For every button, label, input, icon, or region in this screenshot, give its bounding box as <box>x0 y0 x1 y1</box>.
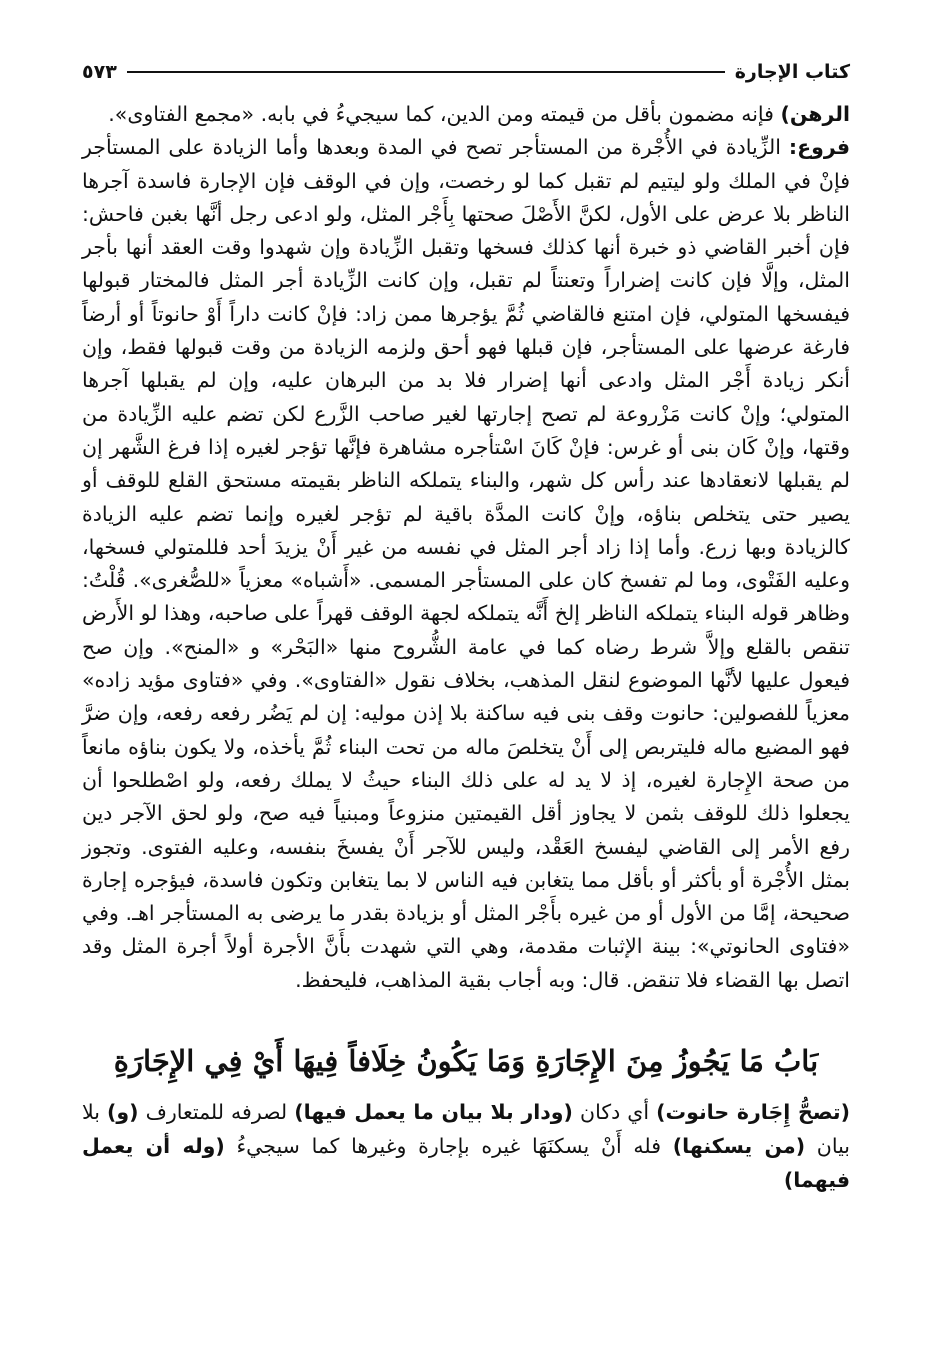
bold-term: الرهن) <box>780 102 850 126</box>
matn-segment: (ودار بلا بيان ما يعمل فيها) <box>294 1100 573 1125</box>
sharh-segment: فله أَنْ يسكنَهَا غيره بإجارة وغيرها كما سيجيءُ <box>224 1134 673 1159</box>
page-number: ٥٧٣ <box>82 61 117 83</box>
header-rule <box>127 71 725 73</box>
chapter-heading: بَابُ مَا يَجُوزُ مِنَ الإِجَارَةِ وَمَا يَكُونُ خِلَافاً فِيهَا أَيْ فِي الإِجَارَةِ <box>113 1044 819 1079</box>
matn-segment: (و) <box>107 1100 139 1125</box>
sharh-segment: لصرفه للمتعارف <box>138 1100 295 1125</box>
matn-segment: (تصحُّ إِجَارة حانوت) <box>656 1100 850 1125</box>
commentary-text <box>82 98 850 997</box>
running-title: كتاب الإجارة <box>734 61 850 83</box>
matn-segment: (وله أن يعمل فيهما) <box>82 1134 850 1193</box>
chapter-opening-text <box>82 1095 850 1197</box>
chapter-opening-paragraph <box>82 1095 850 1197</box>
furu-lead: فروع: <box>788 135 850 160</box>
paragraph-text: فإنه مضمون بأقل من قيمته ومن الدين، كما سيجيءُ في بابه. «مجمع الفتاوى». <box>108 102 781 126</box>
sharh-segment: بلا بيان <box>82 1100 850 1159</box>
book-page <box>82 52 850 1197</box>
paragraph-furu <box>82 131 850 997</box>
matn-segment: (من يسكنها) <box>672 1134 806 1159</box>
running-header <box>82 52 850 92</box>
furu-text: الزِّيادة في الأُجْرة من المستأجر تصح في المدة وبعدها وأما الزيادة على المستأجر فإنْ في الملك ولو ليتيم لم تقبل كما لو رخصت، وإن في الوقف فإن الإجارة فاسدة آجرها الناظر بلا عرض على الأول، لكنَّ الأَصْلَ صحتها بِأَجْر المثل، ولو ادعى رجل أنَّها بغبن فاحش: فإن أخبر القاضي ذو خبرة أنها كذلك فسخها وتقبل الزِّيادة وإن شهدوا وقت العقد أنها بأجر المثل، وإلَّا فإن كانت إضراراً وتعنتاً لم تقبل، وإن كانت الزِّيادة أجر المثل فالمختار قبولها فيفسخها المتولي، فإن امتنع فالقاضي ثُمَّ يؤجرها ممن زاد: فإنْ كانت داراً أَوْ حانوتاً أو أرضاً فارغة عرضها على المستأجر، فإن قبلها فهو أحق ولزمه الزيادة من وقت قبولها فقط، وإن أنكر زيادة أَجْر المثل وادعى أنها إضرار فلا بد من البرهان عليه، وإن لم يقبلها آجرها المتولي؛ وإنْ كانت مَزْروعة لم تصح إجارتها لغير صاحب الزَّرع لكن تضم عليه الزِّيادة من وقتها، وإنْ كَان بنى أو غرس: فإنْ كَانَ اسْتأجره مشاهرة فإنَّها تؤجر لغيره إذا فرغ الشَّهر إن لم يقبلها لانعقادها عند رأس كل شهر، والبناء يتملكه الناظر بقيمته مستحق القلع للوقف أو يصير حتى يتخلص بناؤه، وإنْ كانت المدَّة باقية لم تؤجر لغيره وإنما تضم عليه الزيادة كالزيادة وبها زرع. وأما إذا زاد أجر المثل في نفسه من غير أَنْ يزيدَ أحد فللمتولي فسخها، وعليه الفَتْوى، وما لم تفسخ كان على المستأجر المسمى. «أَشباه» معزياً «للصُّغرى». قُلْتُ: وظاهر قوله البناء يتملكه الناظر إلخ أَنَّه يتملكه لجهة الوقف قهراً على صاحبه، وهذا لو الأَرض تنقص بالقلع وإلاَّ شرط رضاه كما في عامة الشُّروح منها «البَحْر» و «المنح». وإن صح فيعول عليها لأنَّها الموضوع لنقل المذهب، بخلاف نقول «الفتاوى». وفي «فتاوى مؤيد زاده» معزياً للفصولين: حانوت وقف بنى فيه ساكنة بلا إذن موليه: إن لم يَضُر رفعه رفعه، وإن ضرَّ فهو المضيع ماله فليتربص إلى أَنْ يتخلصَ ماله من تحت البناء ثُمَّ يأخذه، ولا يكون بناؤه مانعاً من صحة الإِجارة لغيره، إذ لا يد له على ذلك البناء حيثُ لا يملك رفعه، ولو اصْطلحوا أن يجعلوا ذلك للوقف بثمن لا يجاوز أقل القيمتين منزوعاً ومبنياً فيه صح، ولو لحق الآجر دين رفع الأمر إلى القاضي ليفسخ العَقْد، وليس للآجر أَنْ يفسخَ بنفسه، وعليه الفتوى. وتجوز بمثل الأُجْرة أو بأكثر أو بأقل مما يتغابن فيه الناس لا بما يتغابن وتكون فاسدة، فيؤجره إجارة صحيحة، إمَّا من الأول أو من غيره بأَجْر المثل أو بزيادة بقدر ما يرضى به المستأجر اهـ. وفي «فتاوى الحانوتي»: بينة الإثبات مقدمة، وهي التي شهدت بأَنَّ الأجرة أولاً أجرة المثل وقد اتصل بها القضاء فلا تنقض. قال: وبه أجاب بقية المذاهب، فليحفظ. <box>82 135 850 992</box>
paragraph-continuation <box>82 98 850 131</box>
sharh-segment: أي دكان <box>572 1100 657 1125</box>
